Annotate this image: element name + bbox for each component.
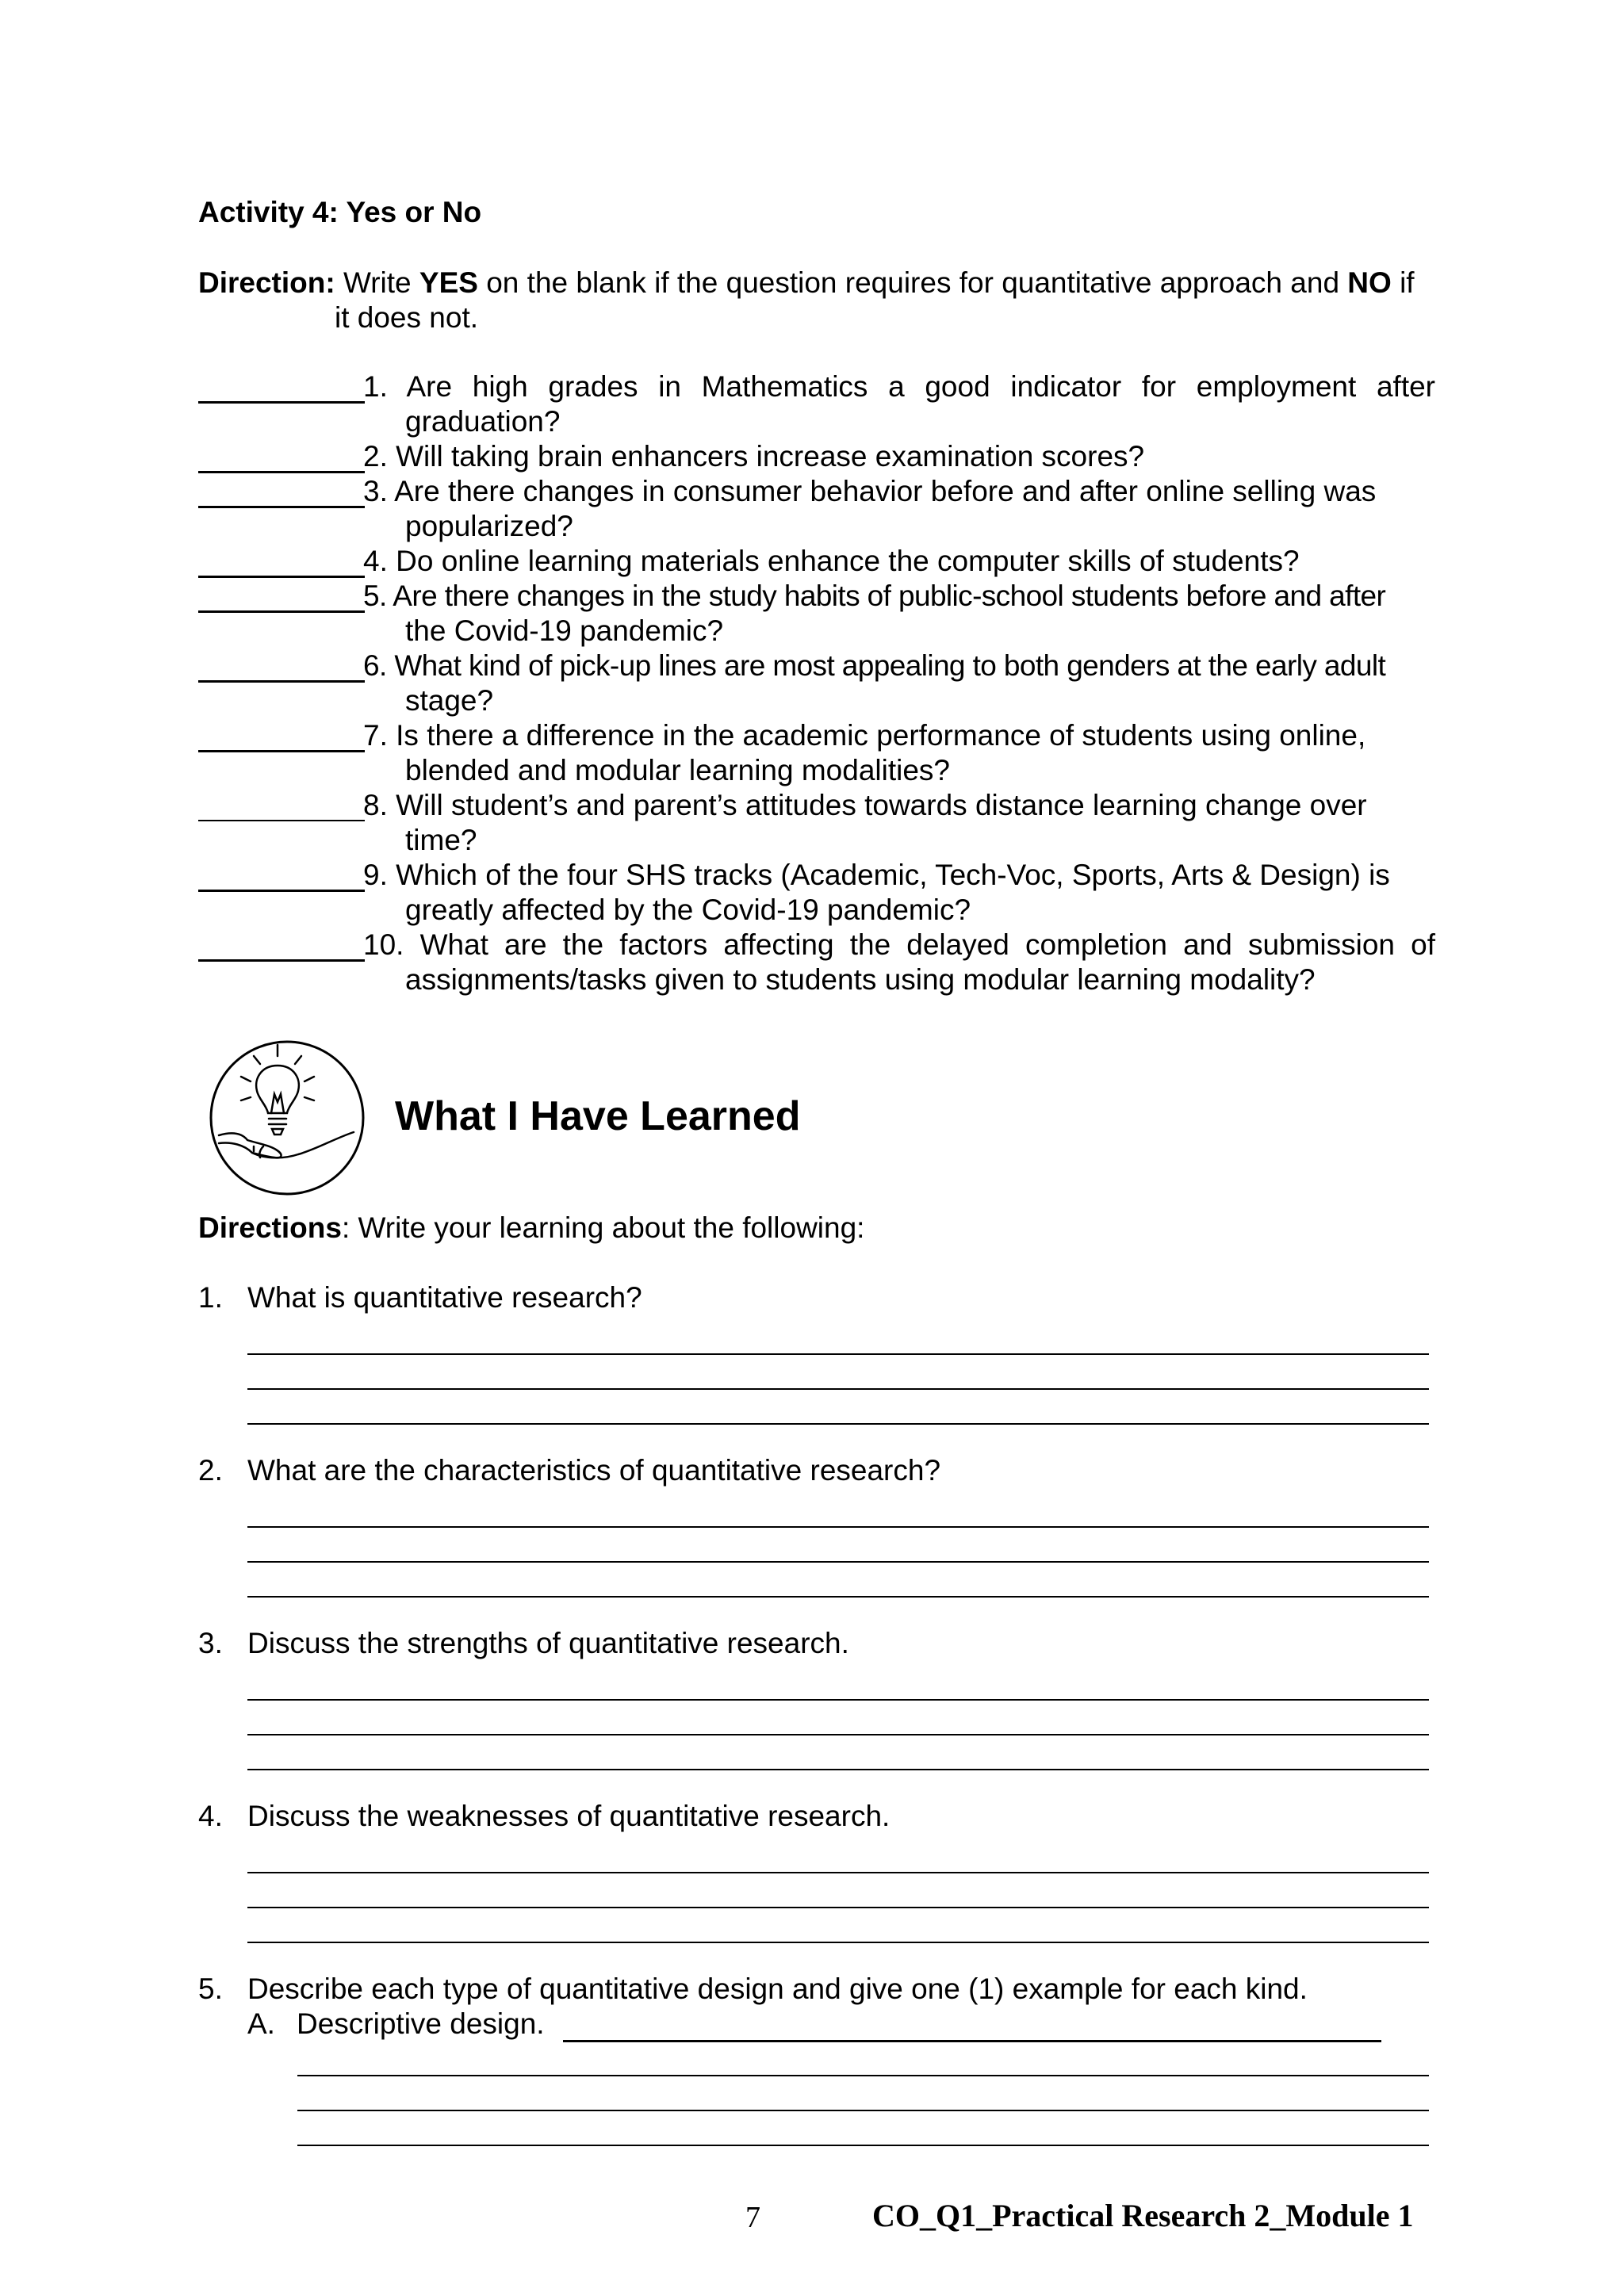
learned-directions: [198, 1211, 864, 1246]
answer-line[interactable]: [247, 1526, 1429, 1528]
direction-text-b: on the blank if the question requires for quantitative approach and: [477, 266, 1348, 299]
answer-blank[interactable]: [198, 750, 365, 752]
answer-line[interactable]: [247, 1942, 1429, 1943]
question-text: 1. Are high grades in Mathematics a good indicator for employment after: [363, 370, 1435, 403]
answer-line[interactable]: [563, 2040, 1381, 2042]
directions-text: : Write your learning about the following:: [341, 1211, 865, 1244]
question-number: 2.: [198, 1454, 223, 1487]
direction-text-a: Write: [335, 266, 419, 299]
page-number: 7: [745, 2201, 760, 2234]
answer-blank[interactable]: [198, 959, 365, 962]
activity-title: Activity 4: Yes or No: [198, 196, 482, 228]
answer-blank[interactable]: [198, 680, 365, 683]
direction-colon: :: [325, 266, 335, 299]
question-text: 10. What are the factors affecting the delayed completion and submission of: [363, 928, 1435, 961]
question-item: [198, 439, 1435, 474]
answer-line[interactable]: [247, 1388, 1429, 1390]
directions-label: Directions: [198, 1211, 342, 1244]
answer-blank[interactable]: [198, 471, 365, 473]
answer-blank[interactable]: [198, 820, 365, 821]
question-text: 4. Do online learning materials enhance the computer skills of students?: [363, 545, 1300, 577]
answer-blank[interactable]: [198, 610, 365, 613]
question-text-cont: the Covid-19 pandemic?: [405, 614, 724, 647]
answer-line[interactable]: [247, 1561, 1429, 1563]
question-text: What are the characteristics of quantitative research?: [247, 1454, 941, 1487]
section-title: What I Have Learned: [395, 1093, 801, 1139]
question-item: [198, 579, 1435, 649]
answer-line[interactable]: [247, 1734, 1429, 1735]
question-text: Describe each type of quantitative design and give one (1) example for each kind.: [247, 1973, 1308, 2005]
question-text: 7. Is there a difference in the academic performance of students using online,: [363, 719, 1366, 752]
question-text: 3. Are there changes in consumer behavior before and after online selling was: [363, 475, 1377, 507]
answer-blank[interactable]: [198, 576, 365, 578]
question-item: [198, 474, 1435, 544]
question-item: [198, 369, 1435, 439]
answer-line[interactable]: [247, 1353, 1429, 1355]
question-text: Discuss the weaknesses of quantitative research.: [247, 1800, 891, 1832]
question-number: 5.: [198, 1973, 223, 2005]
question-text: 8. Will student’s and parent’s attitudes towards distance learning change over: [363, 789, 1367, 821]
question-item: [198, 718, 1435, 788]
module-code: CO_Q1_Practical Research 2_Module 1: [872, 2198, 1414, 2233]
direction-text-c: if: [1391, 266, 1415, 299]
question-text-cont: stage?: [405, 684, 494, 717]
activity-direction-line2: it does not.: [335, 301, 479, 334]
answer-line[interactable]: [247, 1423, 1429, 1425]
answer-line[interactable]: [247, 1907, 1429, 1908]
question-item: [198, 649, 1435, 718]
answer-line[interactable]: [247, 1699, 1429, 1701]
answer-line[interactable]: [297, 2075, 1429, 2076]
question-text: 9. Which of the four SHS tracks (Academic, Tech-Voc, Sports, Arts & Design) is: [363, 859, 1390, 891]
question-text: 2. Will taking brain enhancers increase examination scores?: [363, 440, 1145, 473]
answer-blank[interactable]: [198, 401, 365, 404]
question-text-cont: graduation?: [405, 405, 561, 438]
answer-line[interactable]: [247, 1769, 1429, 1770]
activity-direction: [198, 266, 1415, 300]
question-text-cont: greatly affected by the Covid-19 pandemic?: [405, 894, 971, 926]
answer-line[interactable]: [297, 2110, 1429, 2111]
answer-line[interactable]: [297, 2145, 1429, 2146]
question-text-cont: time?: [405, 824, 477, 856]
direction-label: Direction: [198, 266, 326, 299]
question-text-cont: assignments/tasks given to students using modular learning modality?: [405, 963, 1316, 996]
question-text-cont: blended and modular learning modalities?: [405, 754, 951, 786]
direction-yes: YES: [419, 266, 478, 299]
question-text: 5. Are there changes in the study habits of public-school students before and after: [363, 580, 1386, 612]
question-list: [198, 369, 1435, 997]
question-item: [198, 544, 1435, 579]
question-item: [198, 858, 1435, 928]
answer-blank[interactable]: [198, 506, 365, 508]
question-text: What is quantitative research?: [247, 1281, 642, 1314]
lightbulb-hand-icon: [208, 1039, 366, 1197]
sub-item-letter: A.: [247, 2007, 275, 2040]
question-text: 6. What kind of pick-up lines are most appealing to both genders at the early adult: [363, 649, 1386, 682]
answer-line[interactable]: [247, 1596, 1429, 1598]
question-text-cont: popularized?: [405, 510, 573, 542]
answer-blank[interactable]: [198, 890, 365, 892]
direction-no: NO: [1347, 266, 1392, 299]
question-number: 1.: [198, 1281, 223, 1314]
question-item: [198, 788, 1435, 858]
sub-item-text: Descriptive design.: [297, 2007, 545, 2040]
question-text: Discuss the strengths of quantitative research.: [247, 1627, 849, 1659]
question-item: [198, 928, 1435, 997]
answer-line[interactable]: [247, 1872, 1429, 1873]
question-number: 4.: [198, 1800, 223, 1832]
question-number: 3.: [198, 1627, 223, 1659]
